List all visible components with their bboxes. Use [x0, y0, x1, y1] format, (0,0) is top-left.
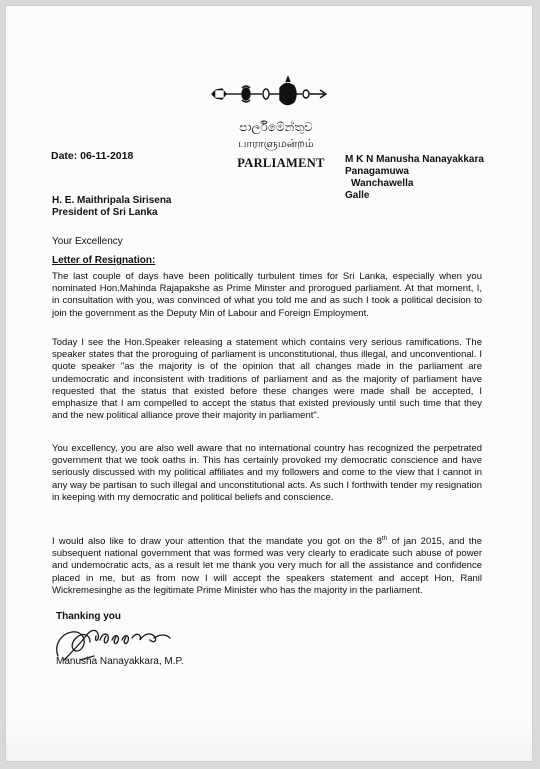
letterhead-sinhala: පාර්ලිමේන්තුව: [239, 120, 313, 134]
sender-address-line: Panagamuwa: [345, 166, 409, 177]
signoff-name: Manusha Nanayakkara, M.P.: [56, 656, 184, 667]
parliament-mace-emblem-icon: [202, 74, 337, 116]
sender-address: [345, 154, 484, 202]
sender-address-line: Galle: [345, 190, 370, 201]
salutation: Your Excellency: [52, 236, 123, 247]
letter-page: [6, 6, 532, 761]
letter-date: Date: 06-11-2018: [51, 150, 134, 162]
body-paragraph: You excellency, you are also well aware that no international country has recognized the perpetrated government that we took oaths in. This has certainly provoked my democratic conscience and have seriously discussed with my political affiliates and my followers and come to the view that I cannot in any way be partisan to such illegal and unconstitutional acts. As such I forthwith tender my resignation in keeping with my democratic and political beliefs and conscience.: [52, 443, 482, 503]
sender-address-line: Wanchawella: [351, 178, 414, 189]
body-text: I would also like to draw your attention that the mandate you got on the 8: [52, 536, 382, 547]
recipient-title: President of Sri Lanka: [52, 207, 158, 218]
body-paragraph: [52, 536, 482, 597]
closing-line: Thanking you: [56, 611, 121, 622]
body-paragraph: The last couple of days have been politically turbulent times for Sri Lanka, especially when you nominated Hon.Mahinda Rajapakshe as Prime Minster and prorogued parliament. At that moment, I, in consultation with you, was convinced of what you told me and as such I took a political decision to join the government as the Deputy Min of Labour and Foreign Employment.: [52, 271, 482, 319]
letterhead-parliament: PARLIAMENT: [237, 156, 325, 170]
recipient-name: H. E. Maithripala Sirisena: [52, 195, 172, 206]
letter-subject: Letter of Resignation:: [52, 255, 156, 266]
sender-name: M K N Manusha Nanayakkara: [345, 154, 484, 165]
body-text: of jan 2015, and the subsequent national government that was formed was very clearly to eradicate such abuse of power and undemocratic acts, as a result let me thank you very much for all the assistance and confidence placed in me, but as from now I will accept the speakers statement and accept Hon, Ranil Wickremesinghe as the legitimate Prime Minister who has the majority in the parliament.: [52, 536, 482, 596]
recipient-block: [52, 195, 171, 219]
letterhead-tamil: பாராளுமன்றம்: [238, 137, 314, 150]
ordinal-suffix: th: [381, 534, 388, 542]
body-paragraph: Today I see the Hon.Speaker releasing a statement which contains very serious ramifications. The speaker states that the proroguing of parliament is unconstitutional, thus illegal, and unconventional. I quote speaker "as the majority is of the opinion that all changes made in the parliament are undemocratic and inconsistent with traditions of parliament and as the majority of parliament have requested that the status that existed before these changes were made shall be accepted, I emphasize that I am compelled to accept the status that existed previously until such time that they and the new political alliance prove their majority in parliament".: [52, 337, 482, 422]
